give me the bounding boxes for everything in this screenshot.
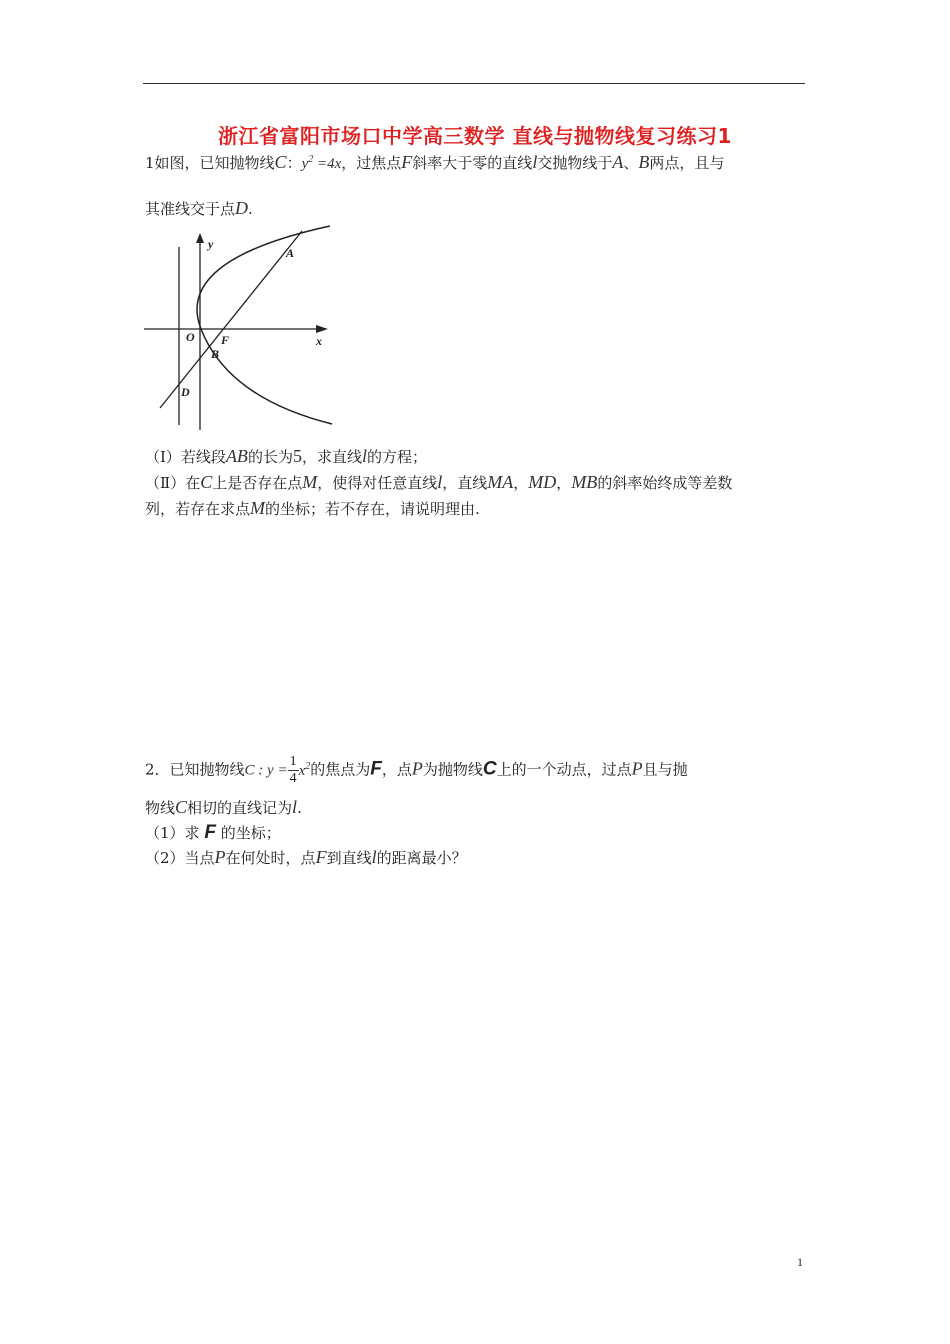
label-A: A <box>286 246 295 260</box>
q2-text: （2）当点 <box>145 849 215 867</box>
q1-text: （Ⅱ）在 <box>145 474 201 492</box>
math-l: l <box>437 472 443 492</box>
comma: ， <box>556 474 572 492</box>
x: x <box>298 762 306 779</box>
q2-text: 2．已知抛物线 <box>145 760 245 779</box>
q1-text: 交抛物线于 <box>537 154 613 172</box>
q2-text: 到直线 <box>326 849 372 867</box>
q1-text: 1如图，已知抛物线 <box>145 154 275 172</box>
q1-text: 斜率大于零的直线 <box>412 154 533 172</box>
frac-num: 1 <box>289 754 297 769</box>
comma: ， <box>513 474 529 492</box>
math-MB: MB <box>571 472 598 492</box>
math-C: C <box>274 152 287 172</box>
q1-text: 上是否存在点 <box>212 474 303 492</box>
q2-text: 相切的直线记为 <box>187 799 293 817</box>
label-O: O <box>186 330 195 344</box>
q2-text: 的坐标； <box>220 824 281 842</box>
label-B: B <box>211 347 220 361</box>
colon: ： <box>286 154 302 172</box>
label-F: F <box>221 333 230 347</box>
q2-line-1 <box>145 754 688 787</box>
math-C: C <box>175 797 188 817</box>
math-F: F <box>401 152 413 172</box>
parabola-figure <box>140 225 340 440</box>
q1-text: ，过焦点 <box>341 154 402 172</box>
math-P: P <box>214 847 226 867</box>
q1-text: （Ⅰ）若线段 <box>145 448 226 466</box>
math-A: A <box>612 152 624 172</box>
q1-line-1 <box>145 152 724 173</box>
y-axis-arrow <box>196 233 204 243</box>
q2-text: 物线 <box>145 799 176 817</box>
math-B: B <box>638 152 650 172</box>
math-C-eq: C : y = <box>244 762 288 779</box>
math-P: P <box>411 758 423 779</box>
eq-y: y <box>301 156 309 172</box>
eq-rest: =4x <box>313 156 342 172</box>
period: . <box>248 200 253 218</box>
label-y: y <box>208 237 214 251</box>
math-M: M <box>250 498 266 518</box>
label-x: x <box>316 334 322 348</box>
q2-line-2 <box>145 797 302 818</box>
q2-part-2 <box>145 847 467 868</box>
q2-part-1 <box>145 822 281 844</box>
math-P: P <box>631 758 643 779</box>
q2-text: 为抛物线 <box>422 760 483 779</box>
q2-text: 上的一个动点，过点 <box>496 760 632 779</box>
page-title: 浙江省富阳市场口中学高三数学 直线与抛物线复习练习1 <box>218 124 732 148</box>
math-x2 <box>298 760 311 779</box>
label-D: D <box>181 385 190 399</box>
math-eq <box>302 156 342 172</box>
math-C-bold: C <box>482 758 497 780</box>
math-C: C <box>200 472 213 492</box>
math-F-bold: F <box>370 758 382 780</box>
q1-text: 其准线交于点 <box>145 200 236 218</box>
q1-text: ，使得对任意直线 <box>317 474 438 492</box>
q2-text: ，点 <box>381 760 412 779</box>
math-l: l <box>532 152 538 172</box>
q2-text: 的焦点为 <box>310 760 371 779</box>
header-rule <box>143 83 805 84</box>
q1-text: ，求直线 <box>301 448 362 466</box>
parabola-curve <box>197 226 332 424</box>
math-MA: MA <box>487 472 514 492</box>
q1-line-2 <box>145 198 253 219</box>
x-axis-arrow <box>316 325 328 333</box>
q2-text: （1）求 <box>145 824 200 842</box>
q1-text: 两点，且与 <box>649 154 725 172</box>
q2-text: 的距离最小？ <box>376 849 467 867</box>
q1-text: 的方程； <box>366 448 427 466</box>
math-l: l <box>361 446 367 466</box>
q1-part-1 <box>145 446 427 467</box>
frac-den: 4 <box>289 771 297 786</box>
q1-part-2-line-2 <box>145 498 480 519</box>
q1-text: 列，若存在求点 <box>145 500 251 518</box>
math-D: D <box>235 198 249 218</box>
q1-text: 的长为 <box>247 448 293 466</box>
math-l: l <box>371 847 377 867</box>
fraction-one-quarter <box>288 754 299 787</box>
x-sup: 2 <box>305 760 311 772</box>
sep: 、 <box>623 154 639 172</box>
q2-text: 在何处时，点 <box>225 849 316 867</box>
q1-text: ，直线 <box>442 474 488 492</box>
math-l: l <box>292 797 298 817</box>
q1-text: 的斜率始终成等差数 <box>597 474 733 492</box>
q2-text: 且与抛 <box>642 760 688 779</box>
q1-text: 的坐标；若不存在，请说明理由. <box>265 500 480 518</box>
q1-part-2-line-1 <box>145 472 732 493</box>
eq-sup: 2 <box>308 154 314 165</box>
math-F-bold: F <box>204 822 216 843</box>
period: . <box>297 799 302 817</box>
math-5: 5 <box>292 446 302 466</box>
page-number: 1 <box>797 1255 803 1269</box>
focal-chord-line <box>160 231 302 408</box>
math-AB: AB <box>225 446 248 466</box>
math-MD: MD <box>528 472 557 492</box>
math-F: F <box>315 847 327 867</box>
math-M: M <box>302 472 318 492</box>
